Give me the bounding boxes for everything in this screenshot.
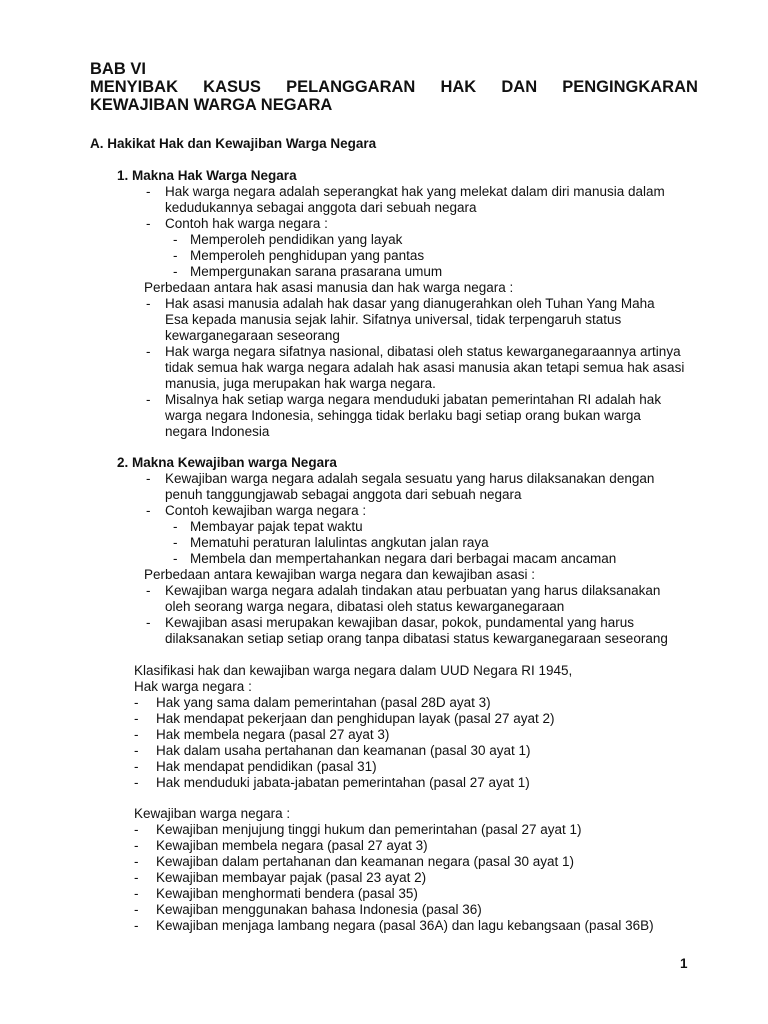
title-word: HAK	[440, 78, 477, 96]
hak-item: Hak membela negara (pasal 27 ayat 3)	[156, 727, 390, 742]
bullet-dash: -	[146, 184, 151, 199]
bullet-dash: -	[134, 838, 139, 853]
bullet-dash: -	[173, 551, 178, 566]
s1-perbedaan-label: Perbedaan antara hak asasi manusia dan hak warga negara :	[144, 280, 514, 295]
s2-example-item: Mematuhi peraturan lalulintas angkutan jalan raya	[190, 535, 489, 550]
subsection-2-heading: 2. Makna Kewajiban warga Negara	[117, 455, 337, 470]
bullet-dash: -	[134, 695, 139, 710]
kewajiban-item: Kewajiban menjaga lambang negara (pasal 36A) dan lagu kebangsaan (pasal 36B)	[156, 918, 654, 933]
kewajiban-item: Kewajiban menghormati bendera (pasal 35)	[156, 886, 418, 901]
bullet-dash: -	[173, 248, 178, 263]
bullet-dash: -	[134, 743, 139, 758]
bullet-dash: -	[134, 918, 139, 933]
kewajiban-item: Kewajiban membayar pajak (pasal 23 ayat 2)	[156, 870, 427, 885]
kewajiban-item: Kewajiban membela negara (pasal 27 ayat 3)	[156, 838, 428, 853]
bullet-dash: -	[146, 392, 151, 407]
bullet-dash: -	[146, 583, 151, 598]
s1-perbedaan-item: Hak warga negara sifatnya nasional, dibatasi oleh status kewarganegaraannya artinya tidak semua hak warga negara adalah hak asasi manusia akan tetapi semua hak asasi manusia, juga merupakan hak warga negara.	[165, 344, 685, 391]
title-word: PELANGGARAN	[286, 78, 416, 96]
klasifikasi-intro: Klasifikasi hak dan kewajiban warga negara dalam UUD Negara RI 1945, Hak warga negara :	[134, 663, 573, 694]
bullet-dash: -	[134, 822, 139, 837]
bullet-dash: -	[146, 471, 151, 486]
s2-perbedaan-label: Perbedaan antara kewajiban warga negara dan kewajiban asasi :	[144, 567, 536, 582]
bullet-dash: -	[146, 503, 151, 518]
s1-example-item: Memperoleh penghidupan yang pantas	[190, 248, 425, 263]
chapter-title	[90, 60, 698, 114]
chapter-title-line-1	[90, 78, 698, 96]
s1-perbedaan-item: Hak asasi manusia adalah hak dasar yang dianugerahkan oleh Tuhan Yang Maha Esa kepada manusia sejak lahir. Sifatnya universal, tidak terpengaruh status kewarganegaraan seseorang	[165, 296, 655, 343]
bullet-dash: -	[134, 870, 139, 885]
title-word: DAN	[501, 78, 538, 96]
bullet-dash: -	[134, 886, 139, 901]
bullet-dash: -	[173, 535, 178, 550]
kewajiban-item: Kewajiban menggunakan bahasa Indonesia (pasal 36)	[156, 902, 482, 917]
subsection-1-heading: 1. Makna Hak Warga Negara	[117, 168, 297, 183]
s1-definition: Hak warga negara adalah seperangkat hak yang melekat dalam diri manusia dalam kedudukannya sebagai anggota dari sebuah negara	[165, 184, 665, 215]
s1-perbedaan-item: Misalnya hak setiap warga negara menduduki jabatan pemerintahan RI adalah hak warga negara Indonesia, sehingga tidak berlaku bagi setiap orang bukan warga negara Indonesia	[165, 392, 662, 439]
hak-item: Hak yang sama dalam pemerintahan (pasal 28D ayat 3)	[156, 695, 491, 710]
bullet-dash: -	[173, 264, 178, 279]
page-number: 1	[680, 956, 688, 971]
s2-contoh-label: Contoh kewajiban warga negara :	[165, 503, 367, 518]
bullet-dash: -	[173, 232, 178, 247]
bullet-dash: -	[134, 902, 139, 917]
bullet-dash: -	[146, 216, 151, 231]
hak-item: Hak menduduki jabata-jabatan pemerintahan (pasal 27 ayat 1)	[156, 775, 530, 790]
bullet-dash: -	[146, 344, 151, 359]
title-word: PENGINGKARAN	[562, 78, 698, 96]
hak-item: Hak dalam usaha pertahanan dan keamanan (pasal 30 ayat 1)	[156, 743, 531, 758]
s2-perbedaan-item: Kewajiban asasi merupakan kewajiban dasar, pokok, pundamental yang harus dilaksanakan setiap setiap orang tanpa dibatasi status kewarganegaraan seseorang	[165, 615, 668, 646]
s2-perbedaan-item: Kewajiban warga negara adalah tindakan atau perbuatan yang harus dilaksanakan oleh seorang warga negara, dibatasi oleh status kewarganegaraan	[165, 583, 661, 614]
s1-example-item: Mempergunakan sarana prasarana umum	[190, 264, 443, 279]
s2-definition: Kewajiban warga negara adalah segala sesuatu yang harus dilaksanakan dengan penuh tanggungjawab sebagai anggota dari sebuah negara	[165, 471, 655, 502]
s2-example-item: Membayar pajak tepat waktu	[190, 519, 363, 534]
chapter-number: BAB VI	[90, 60, 146, 78]
s1-example-item: Memperoleh pendidikan yang layak	[190, 232, 403, 247]
kewajiban-label: Kewajiban warga negara :	[134, 806, 291, 821]
section-a-heading: A. Hakikat Hak dan Kewajiban Warga Negara	[90, 136, 377, 151]
hak-item: Hak mendapat pendidikan (pasal 31)	[156, 759, 377, 774]
bullet-dash: -	[134, 711, 139, 726]
bullet-dash: -	[146, 615, 151, 630]
title-word: MENYIBAK	[90, 78, 179, 96]
bullet-dash: -	[134, 775, 139, 790]
bullet-dash: -	[134, 854, 139, 869]
bullet-dash: -	[134, 727, 139, 742]
s1-contoh-label: Contoh hak warga negara :	[165, 216, 328, 231]
hak-item: Hak mendapat pekerjaan dan penghidupan layak (pasal 27 ayat 2)	[156, 711, 555, 726]
bullet-dash: -	[146, 296, 151, 311]
title-word: KASUS	[203, 78, 261, 96]
kewajiban-item: Kewajiban dalam pertahanan dan keamanan negara (pasal 30 ayat 1)	[156, 854, 575, 869]
bullet-dash: -	[173, 519, 178, 534]
s2-example-item: Membela dan mempertahankan negara dari berbagai macam ancaman	[190, 551, 617, 566]
bullet-dash: -	[134, 759, 139, 774]
chapter-title-line-2: KEWAJIBAN WARGA NEGARA	[90, 96, 333, 114]
kewajiban-item: Kewajiban menjujung tinggi hukum dan pemerintahan (pasal 27 ayat 1)	[156, 822, 582, 837]
